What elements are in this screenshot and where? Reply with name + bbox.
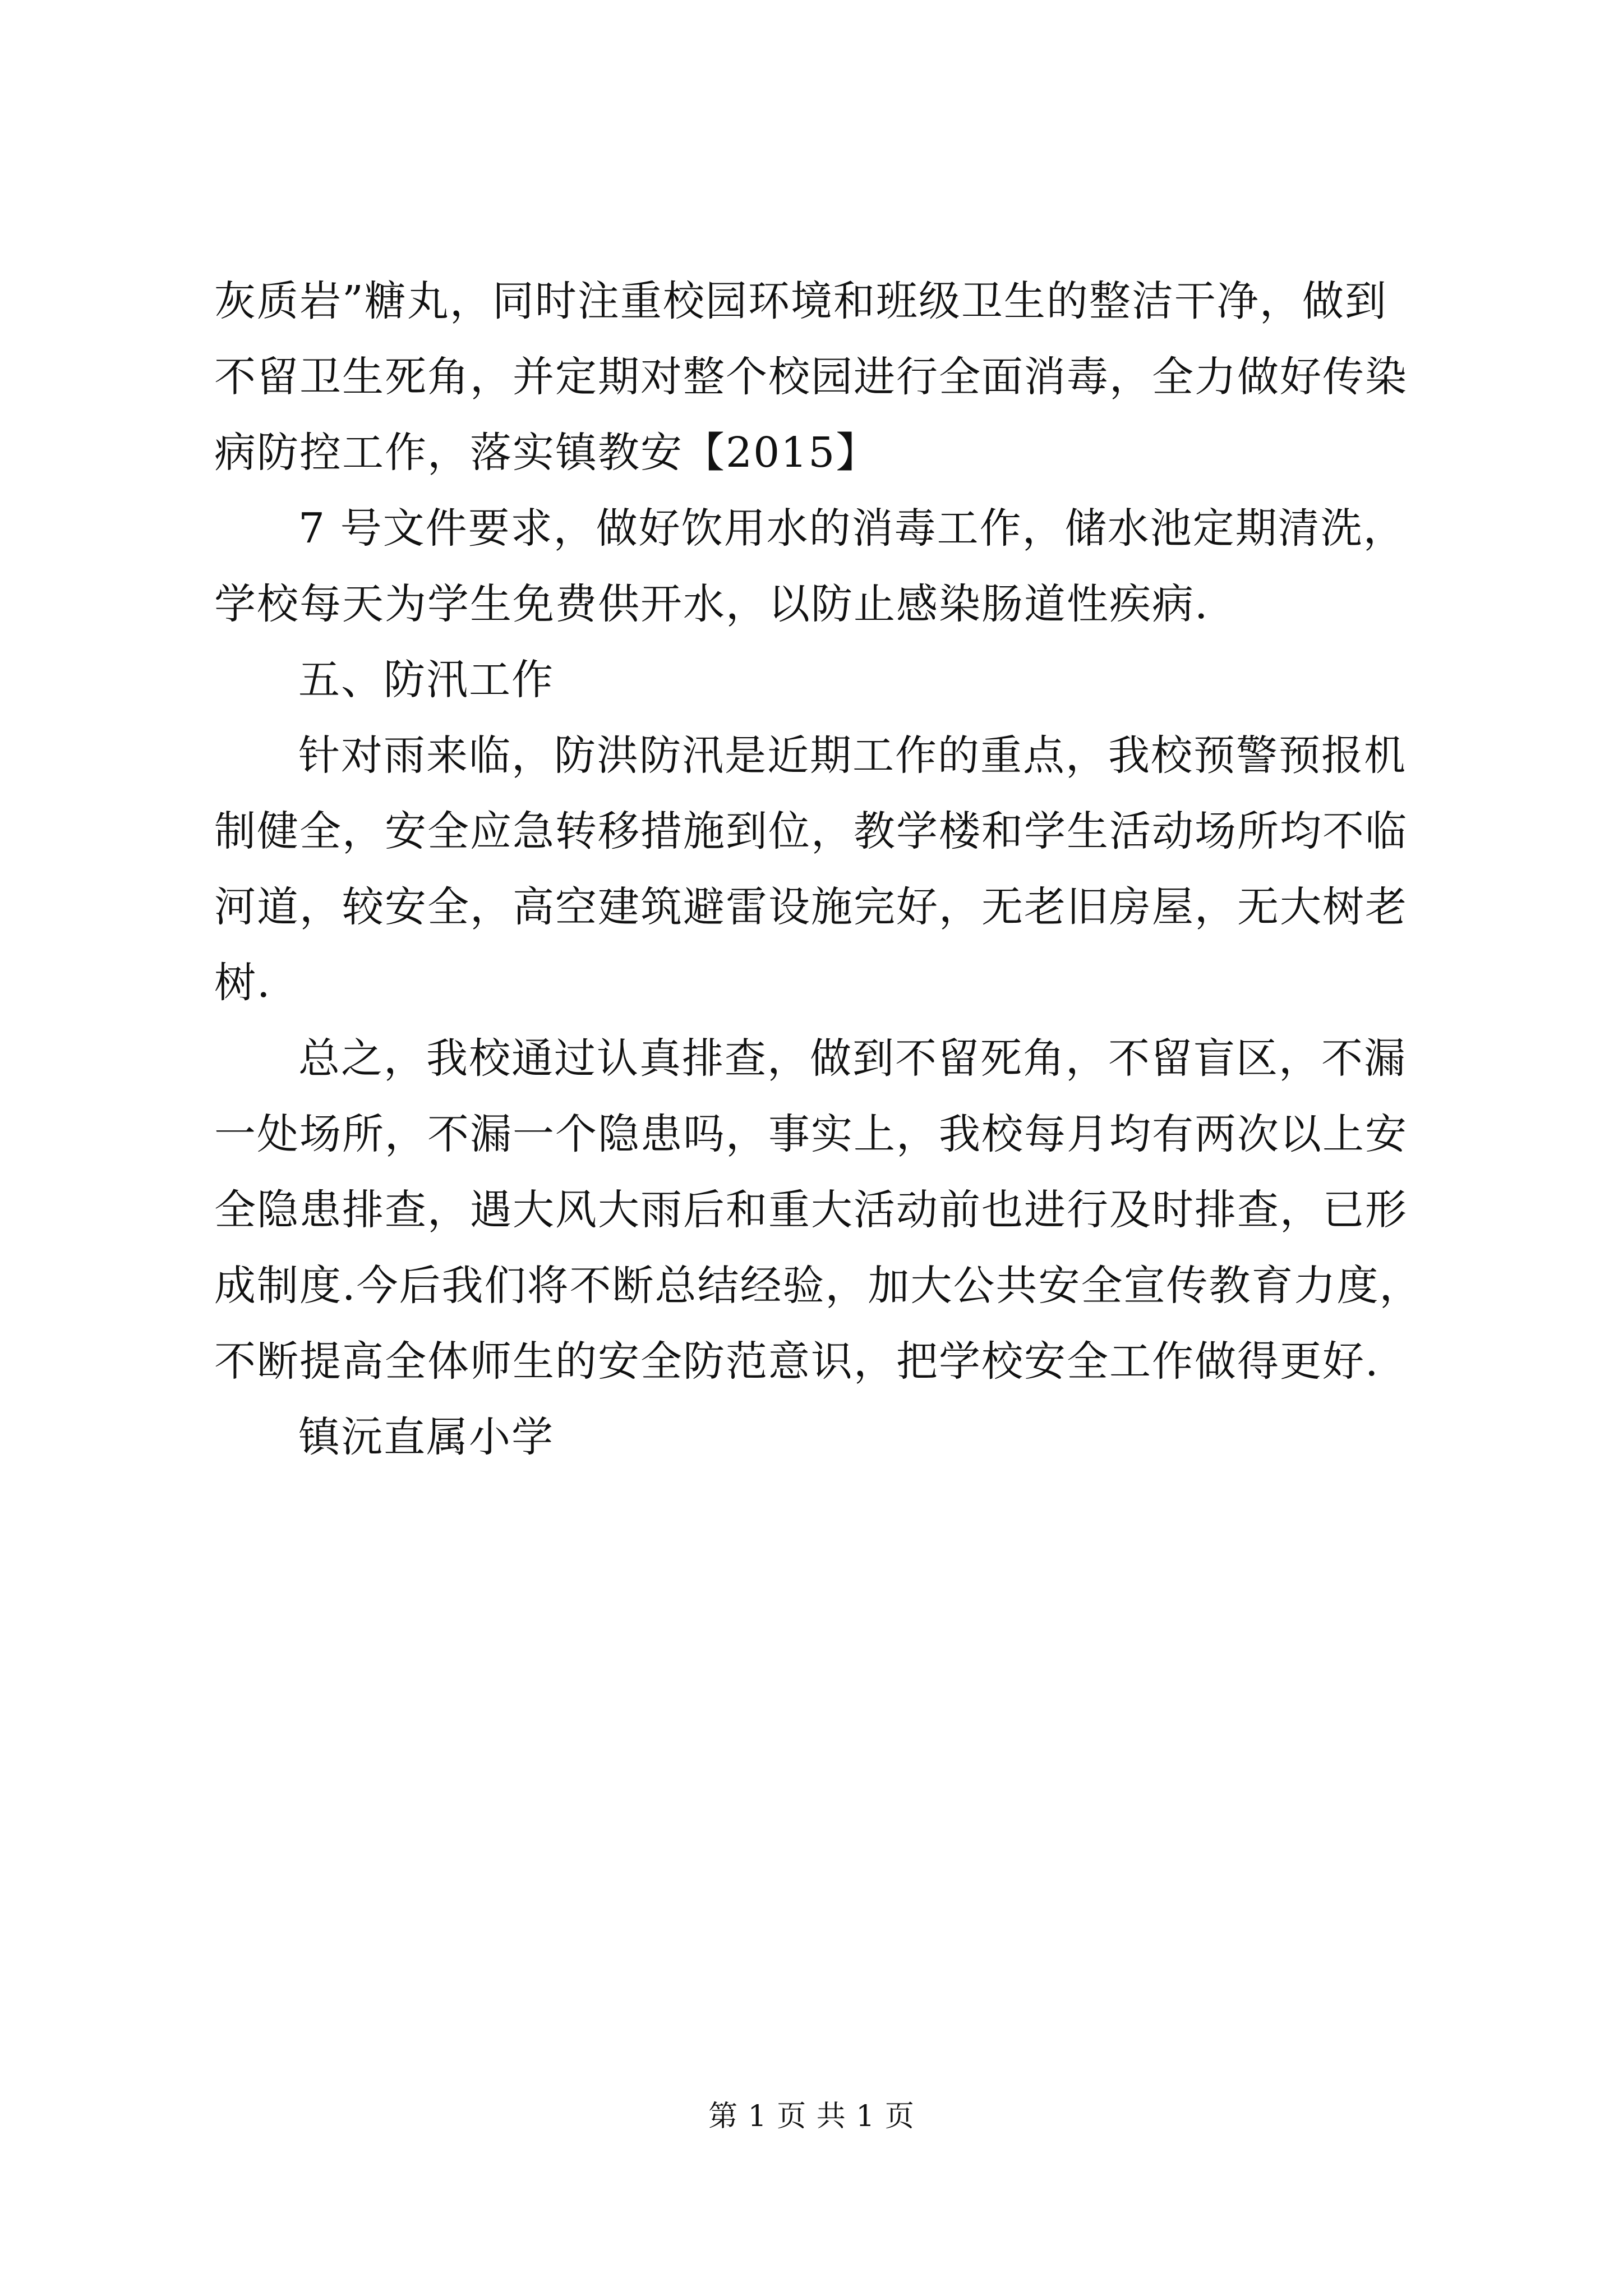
text-line: 不留卫生死角，并定期对整个校园进行全面消毒，全力做好传染 (214, 353, 1408, 401)
text-line: 河道，较安全，高空建筑避雷设施完好，无老旧房屋，无大树老 (214, 883, 1408, 931)
paragraph-start-line: 针对雨来临，防洪防汛是近期工作的重点，我校预警预报机 (298, 731, 1407, 780)
paragraph-start-line: 总之，我校通过认真排查，做到不留死角，不留盲区，不漏 (298, 1034, 1407, 1083)
text-line: 学校每天为学生免费供开水，以防止感染肠道性疾病. (214, 580, 1209, 628)
page-footer: 第 1 页 共 1 页 (708, 2100, 915, 2133)
section-heading: 五、防汛工作 (298, 656, 554, 704)
text-line: 一处场所，不漏一个隐患吗，事实上，我校每月均有两次以上安 (214, 1110, 1408, 1158)
text-line: 灰质岩”糖丸，同时注重校园环境和班级卫生的整洁干净，做到 (214, 277, 1387, 325)
text-line: 制健全，安全应急转移措施到位，教学楼和学生活动场所均不临 (214, 807, 1408, 855)
document-body (214, 264, 1426, 1475)
text-line: 病防控工作，落实镇教安【2015】 (214, 429, 879, 477)
text-line: 树. (214, 959, 271, 1007)
text-line: 全隐患排查，遇大风大雨后和重大活动前也进行及时排查，已形 (214, 1186, 1408, 1234)
text-line: 不断提高全体师生的安全防范意识，把学校安全工作做得更好. (214, 1337, 1380, 1386)
text-line: 成制度.今后我们将不断总结经验，加大公共安全宣传教育力度， (214, 1262, 1422, 1310)
signature-line: 镇沅直属小学 (298, 1413, 554, 1461)
paragraph-start-line: 7 号文件要求，做好饮用水的消毒工作，储水池定期清洗， (298, 504, 1406, 553)
